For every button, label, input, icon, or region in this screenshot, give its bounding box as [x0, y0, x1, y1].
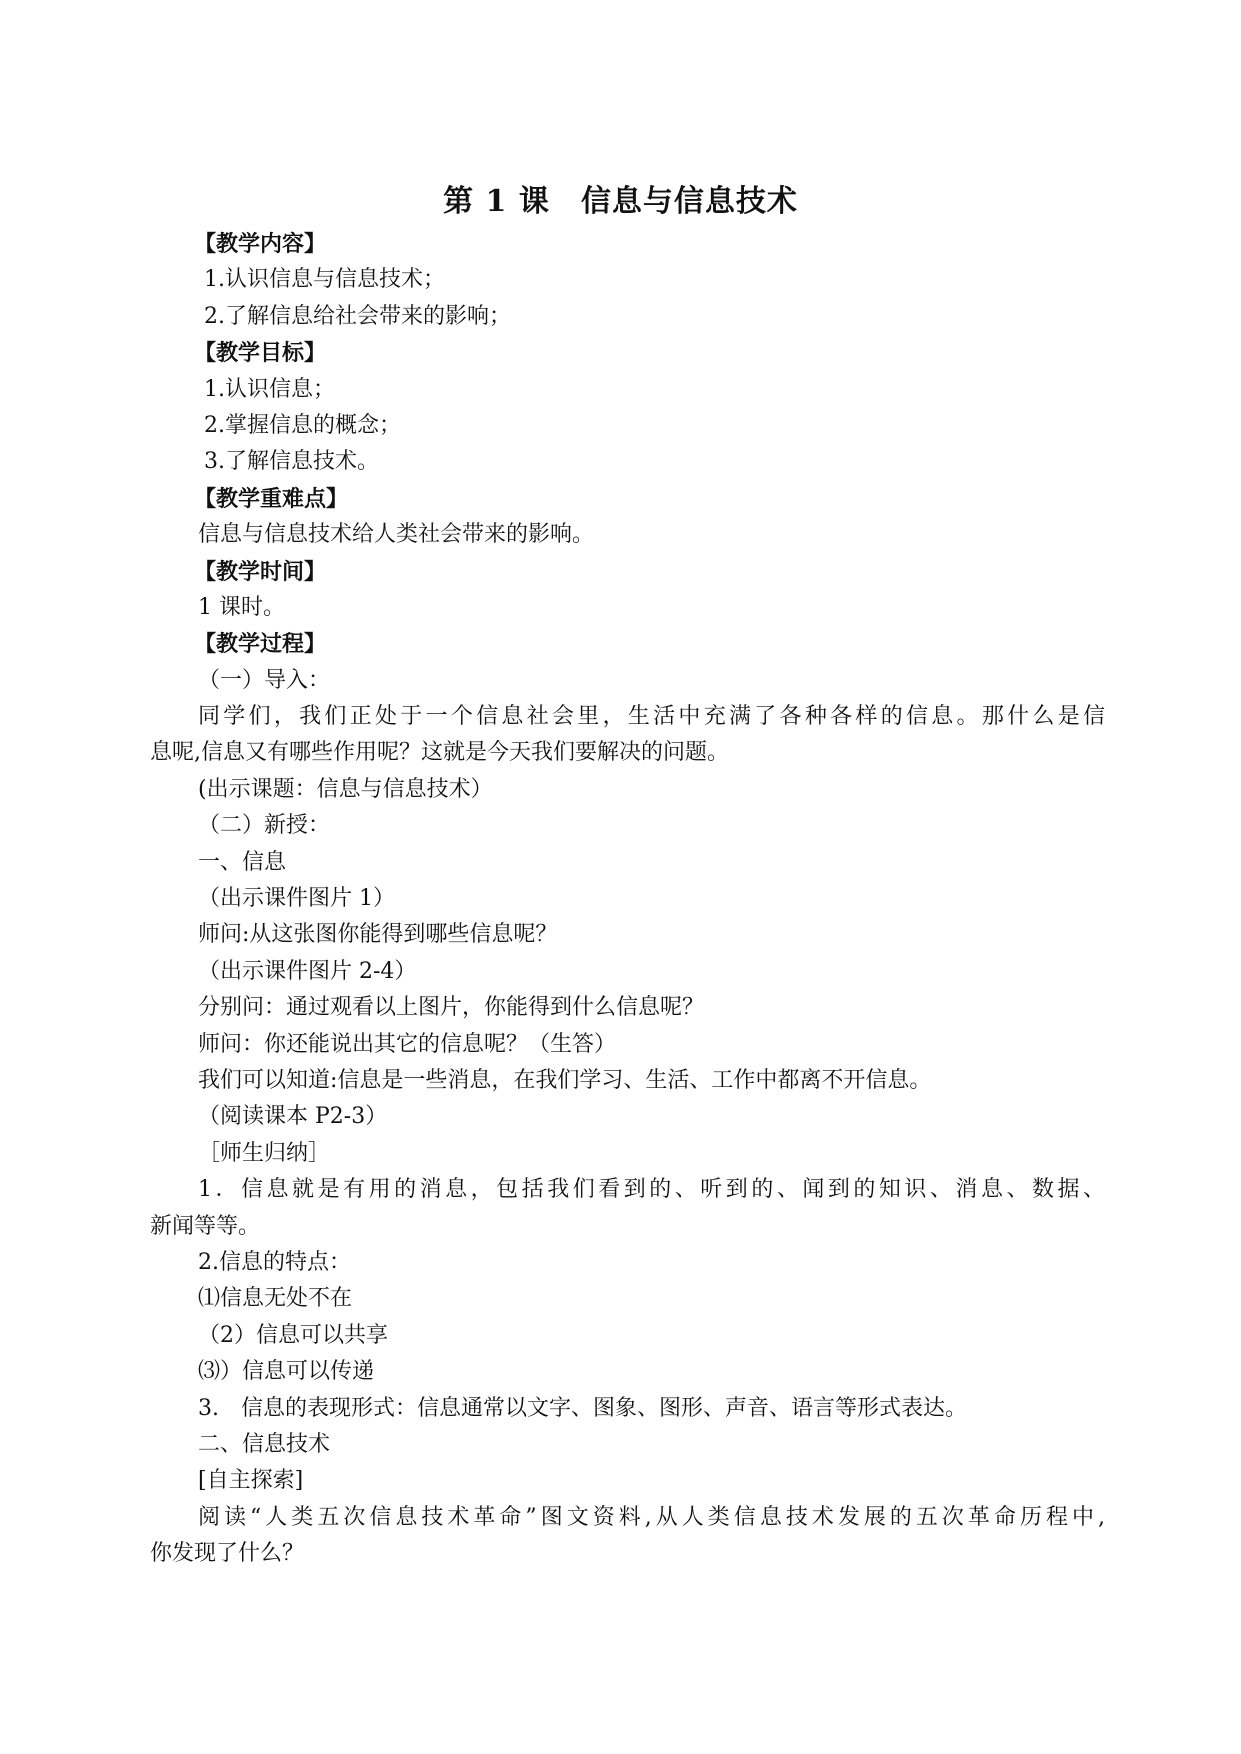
- paragraph-line: 阅读“人类五次信息技术革命”图文资料,从人类信息技术发展的五次革命历程中,: [198, 1504, 1105, 1530]
- goal-item-3: 3.了解信息技术。: [204, 449, 379, 475]
- list-item: ⑴信息无处不在: [198, 1286, 353, 1312]
- process-step-intro: （一）导入：: [198, 667, 331, 693]
- list-item: ⑶）信息可以传递: [198, 1359, 375, 1385]
- list-item: （2）信息可以共享: [198, 1322, 388, 1348]
- paragraph-line: 师问:从这张图你能得到哪些信息呢？: [198, 922, 558, 948]
- paragraph-line: 师问：你还能说出其它的信息呢？（生答）: [198, 1031, 617, 1057]
- goal-item-2: 2.掌握信息的概念；: [204, 412, 401, 438]
- paragraph-line: [自主探索]: [198, 1468, 304, 1494]
- document-body: [150, 226, 1105, 1572]
- paragraph-line: 分别问：通过观看以上图片，你能得到什么信息呢？: [198, 995, 705, 1021]
- key-points-text: 信息与信息技术给人类社会带来的影响。: [198, 522, 595, 548]
- paragraph-line: 新闻等等。: [150, 1213, 261, 1239]
- subsection-heading-information: 一、信息: [198, 849, 287, 875]
- paragraph-line: 2.信息的特点：: [198, 1249, 351, 1275]
- content-item-2: 2.了解信息给社会带来的影响；: [204, 303, 511, 329]
- section-heading-teaching-time: 【教学时间】: [194, 558, 327, 585]
- content-item-1: 1.认识信息与信息技术；: [204, 267, 445, 293]
- process-step-new: （二）新授：: [198, 813, 331, 839]
- goal-item-1: 1.认识信息；: [204, 376, 335, 402]
- section-heading-teaching-content: 【教学内容】: [194, 231, 327, 257]
- subsection-heading-information-technology: 二、信息技术: [198, 1431, 331, 1457]
- paragraph-line: （出示课件图片 2-4）: [198, 958, 417, 984]
- paragraph-line: (出示课题：信息与信息技术）: [198, 776, 493, 802]
- teaching-time-text: 1 课时。: [198, 594, 285, 620]
- paragraph-line: （出示课件图片 1）: [198, 886, 395, 912]
- paragraph-line: （阅读课本 P2-3）: [198, 1104, 388, 1130]
- paragraph-line: 我们可以知道:信息是一些消息，在我们学习、生活、工作中都离不开信息。: [198, 1067, 932, 1093]
- paragraph-line: 你发现了什么？: [150, 1541, 305, 1567]
- paragraph-line: 1．信息就是有用的消息，包括我们看到的、听到的、闻到的知识、消息、数据、: [198, 1177, 1105, 1203]
- paragraph-line: 3. 信息的表现形式：信息通常以文字、图象、图形、声音、语言等形式表达。: [198, 1395, 967, 1421]
- lesson-title: 第 1 课 信息与信息技术: [443, 184, 798, 219]
- section-heading-teaching-goals: 【教学目标】: [194, 340, 327, 367]
- paragraph-line: ［师生归纳］: [198, 1140, 331, 1166]
- paragraph-line: 同学们，我们正处于一个信息社会里，生活中充满了各种各样的信息。那什么是信: [198, 704, 1105, 730]
- section-heading-key-points: 【教学重难点】: [194, 485, 349, 512]
- section-heading-teaching-process: 【教学过程】: [194, 631, 327, 658]
- paragraph-line: 息呢,信息又有哪些作用呢？这就是今天我们要解决的问题。: [150, 740, 729, 766]
